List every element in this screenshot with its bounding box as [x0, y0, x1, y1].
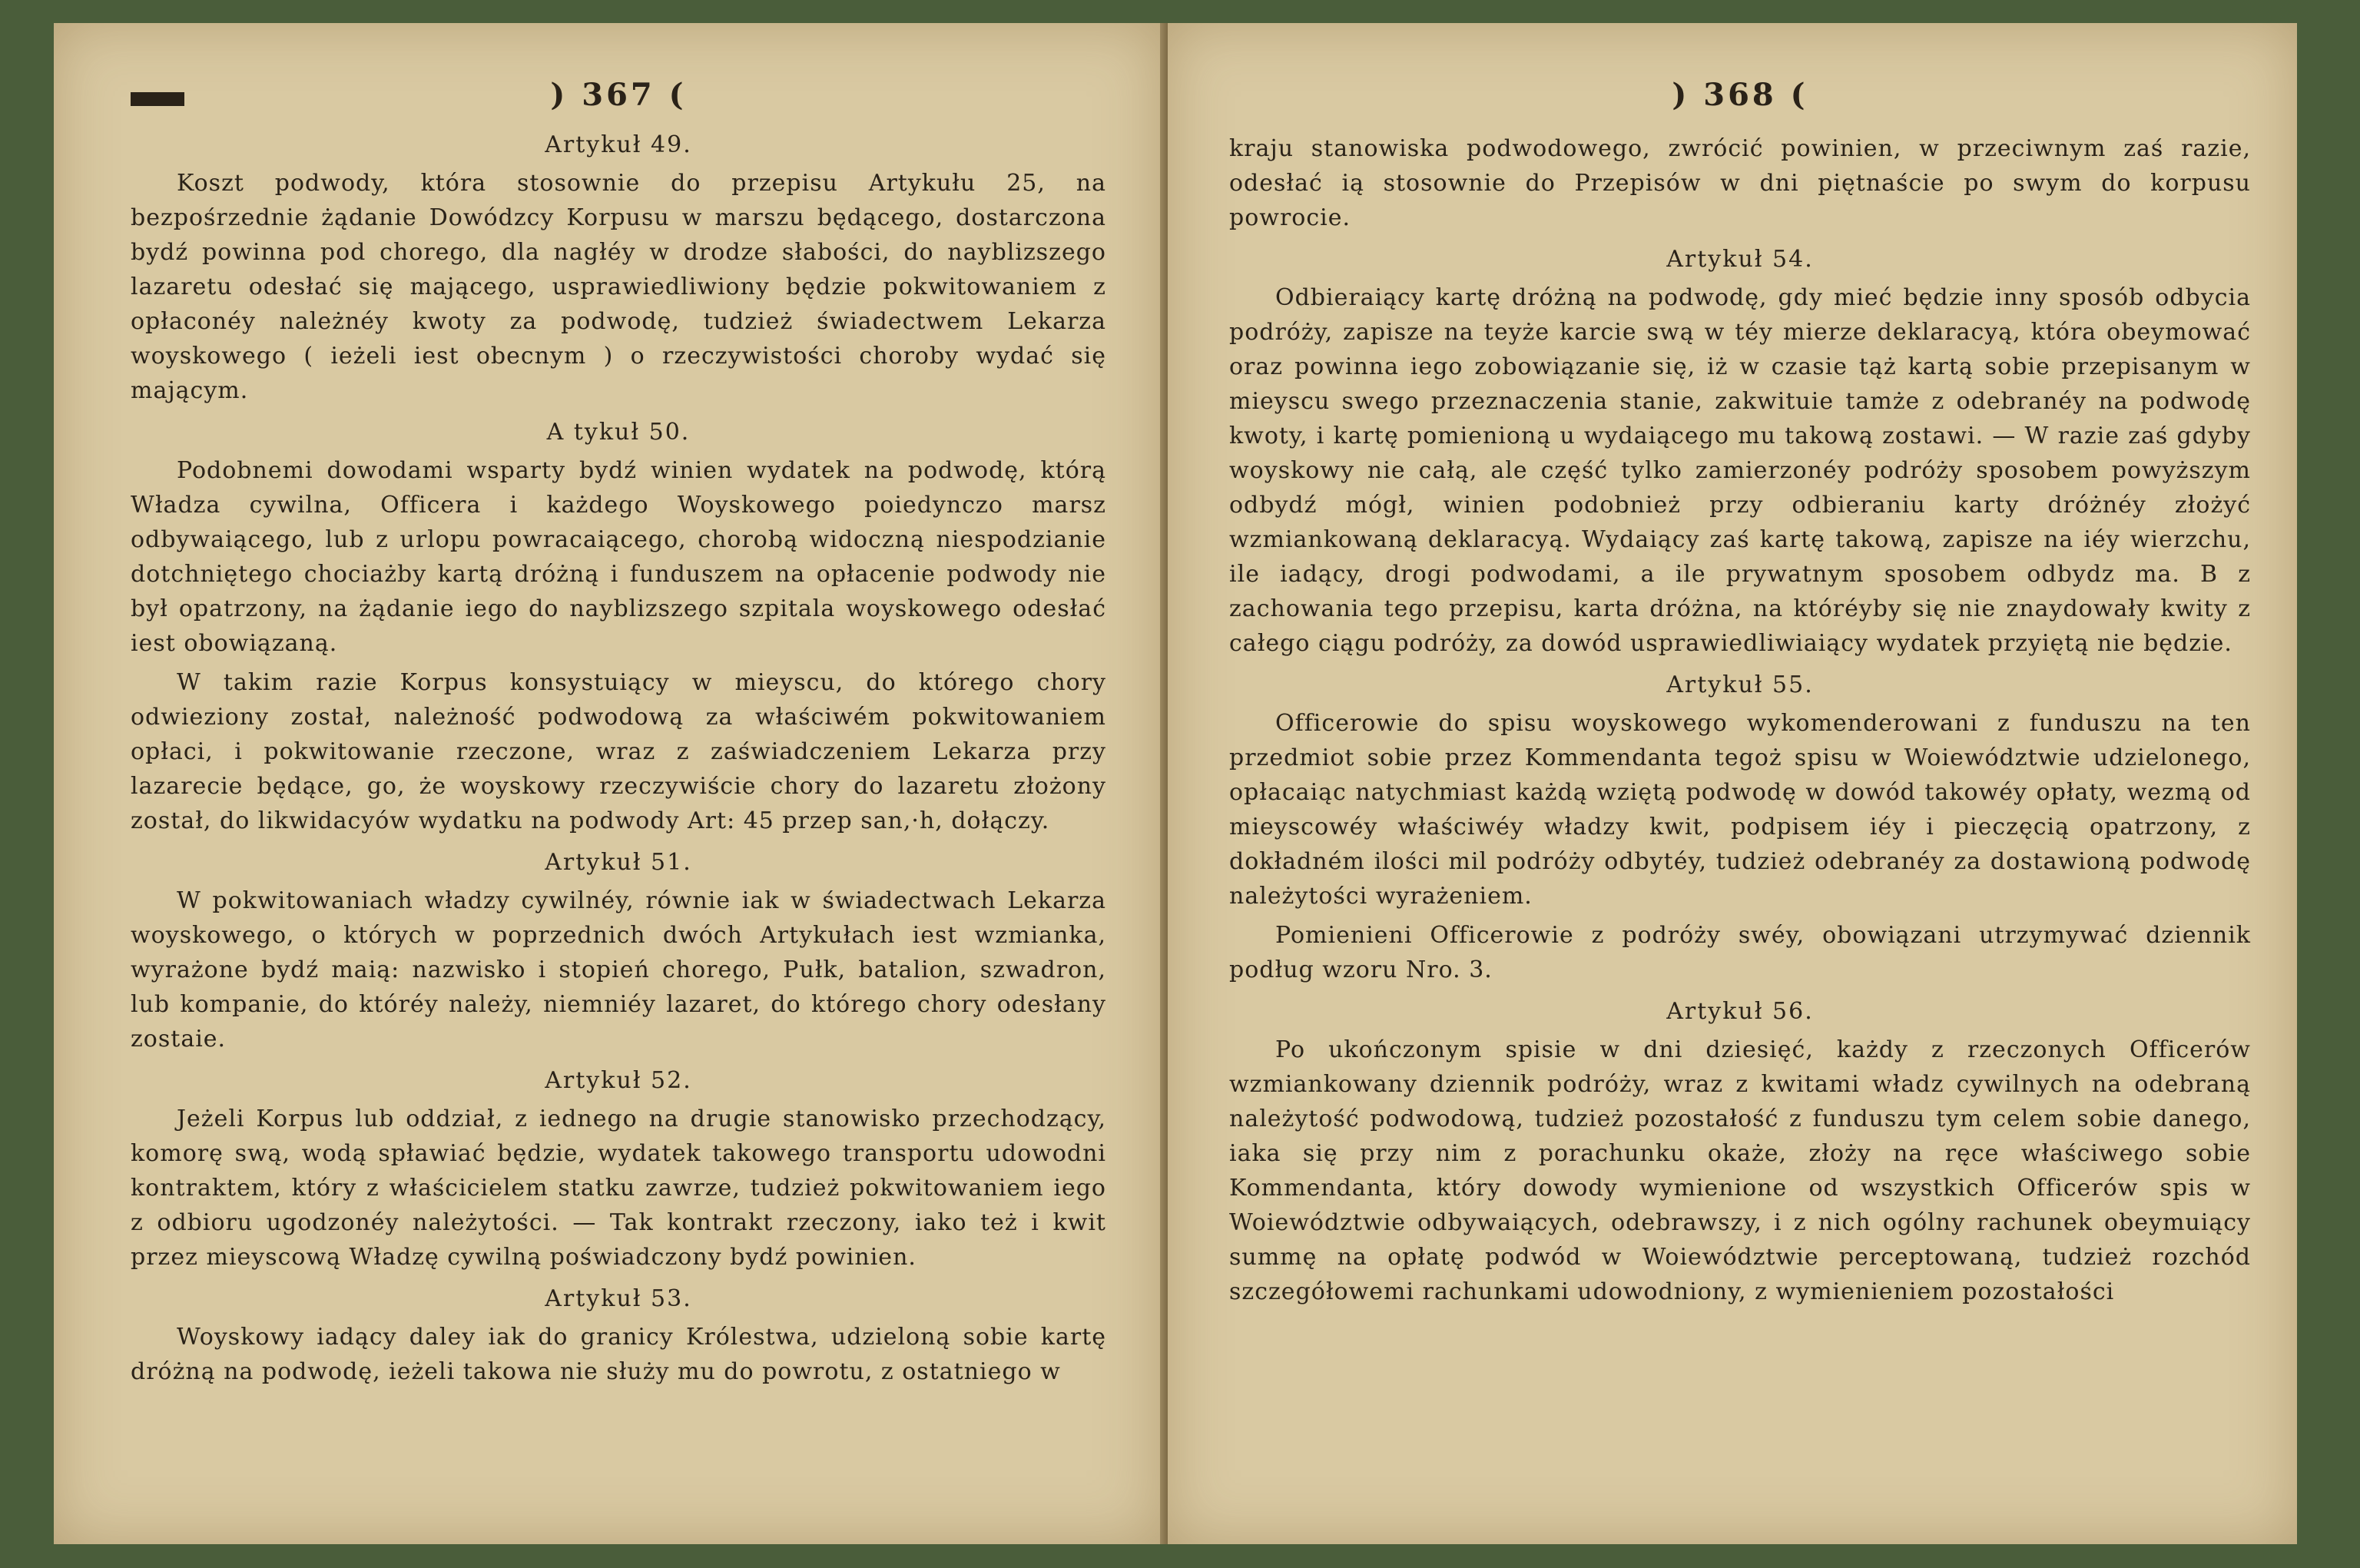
paragraph: Koszt podwody, która stosownie do przepisu Artykułu 25, na bezpośrzednie żądanie Dowódzcy Korpusu w marszu będącego, dostarczona bydź powinna pod chorego, dla nagłéy w drodze słabości, do nayblizszego lazaretu odesłać się mającego, usprawiedliwiony będzie pokwitowaniem z opłaconéy należnéy kwoty za podwodę, tudzież świadectwem Lekarza woyskowego ( ieżeli iest obecnym ) o rzeczywistości choroby wydać się mającym.: [131, 170, 1106, 404]
paragraph: Po ukończonym spisie w dni dziesięć, każdy z rzeczonych Officerów wzmiankowany dziennik podróży, wraz z kwitami władz cywilnych na odebraną należytość podwodową, tudzież pozostałość z funduszu tym celem sobie danego, iaka się przy nim z porachunku okaże, złoży na ręce właściwego sobie Kommendanta, który dowody wymienione od wszystkich Officerów spis w Woiewództwie odbywaiących, odebrawszy, i z nich ogólny rachunek obeymuiący summę na opłatę podwód w Woiewództwie perceptowaną, tudzież rozchód szczegółowemi rachunkami udowodniony, z wymienieniem pozostałości: [1229, 1036, 2251, 1305]
paragraph: Podobnemi dowodami wsparty bydź winien wydatek na podwodę, którą Władza cywilna, Officera i każdego Woyskowego poiedynczo marsz odbywaiącego, lub z urlopu powracaiącego, chorobą widoczną niespodzianie dotchniętego chociażby kartą dróżną i funduszem na opłacenie podwody nie był opatrzony, na żądanie iego do nayblizszego szpitala woyskowego odesłać iest obowiązaną.: [131, 457, 1106, 657]
paragraph: W takim razie Korpus konsystuiący w mieyscu, do którego chory odwieziony został, należność podwodową za właściwém pokwitowaniem opłaci, i pokwitowanie rzeczone, wraz z zaświadczeniem Lekarza przy lazarecie będące, go, że woyskowy rzeczywiście chory do lazaretu złożony został, do likwidacyów wydatku na podwody Art: 45 przep san,·h, dołączy.: [131, 669, 1106, 834]
left-page: [54, 23, 1160, 1544]
article-heading: Artykuł 55.: [1666, 671, 1814, 698]
page-number: ) 368 (: [1672, 77, 1808, 113]
right-page: [1168, 23, 2297, 1544]
article-heading: A tykuł 50.: [546, 419, 691, 446]
paragraph: Jeżeli Korpus lub oddział, z iednego na drugie stanowisko przechodzący, komorę swą, wodą spławiać będzie, wydatek takowego transportu udowodni kontraktem, który z właścicielem statku zawrze, tudzież pokwitowaniem iego z odbioru ugodzonéy należytości. — Tak kontrakt rzeczony, iako też i kwit przez mieyscową Władzę cywilną poświadczony bydź powinien.: [131, 1106, 1106, 1271]
left-page-text: [131, 131, 1106, 1389]
paragraph: Pomienieni Officerowie z podróży swéy, obowiązani utrzymywać dziennik podług wzoru Nro. 3.: [1229, 922, 2251, 983]
article-heading: Artykuł 49.: [545, 131, 692, 158]
ink-mark: [131, 92, 184, 106]
paragraph: Odbieraiący kartę dróżną na podwodę, gdy mieć będzie inny sposób odbycia podróży, zapisze na teyże karcie swą w téy mierze deklaracyą, która obeymować oraz powinna iego zobowiązanie się, iż w czasie tąż kartą sobie przepisanym w mieyscu swego przeznaczenia stanie, zakwituie tamże z odebranéy na podwodę kwoty, i kartę pomienioną u wydaiącego mu takową zostawi. — W razie zaś gdyby woyskowy nie całą, ale część tylko zamierzonéy podróży sposobem powyższym odbydź mógł, winien podobnież przy odbieraniu karty dróżnéy złożyć wzmiankowaną deklaracyą. Wydaiący zaś kartę takową, zapisze na iéy wierzchu, ile iadący, drogi podwodami, a ile prywatnym sposobem odbydz ma. B z zachowania tego przepisu, karta dróżna, na któréyby się nie znaydowały kwity z całego ciągu podróży, za dowód usprawiedliwiaiący wydatek przyiętą nie będzie.: [1229, 284, 2251, 657]
article-heading: Artykuł 52.: [545, 1067, 692, 1094]
paragraph: W pokwitowaniach władzy cywilnéy, równie iak w świadectwach Lekarza woyskowego, o których w poprzednich dwóch Artykułach iest wzmianka, wyrażone bydź maią: nazwisko i stopień chorego, Pułk, batalion, szwadron, lub kompanie, do któréy należy, niemniéy lazaret, do którego chory odesłany zostaie.: [131, 887, 1106, 1053]
right-page-text: [1229, 131, 2251, 1309]
article-heading: Artykuł 54.: [1666, 246, 1814, 273]
article-heading: Artykuł 56.: [1666, 998, 1814, 1025]
page-number: ) 367 (: [550, 77, 687, 113]
paragraph: kraju stanowiska podwodowego, zwrócić powinien, w przeciwnym zaś razie, odesłać ią stosownie do Przepisów w dni piętnaście po swym do korpusu powrocie.: [1229, 135, 2251, 231]
article-heading: Artykuł 53.: [545, 1285, 692, 1312]
paragraph: Officerowie do spisu woyskowego wykomenderowani z funduszu na ten przedmiot sobie przez Kommendanta tegoż spisu w Woiewództwie udzielonego, opłacaiąc natychmiast każdą wziętą podwodę w dowód takowéy opłaty, wezmą od mieyscowéy właściwéy władzy kwit, podpisem iéy i pieczęcią opatrzony, z dokładném ilości mil podróży odbytéy, tudzież odebranéy za dostawioną podwodę należytości wyrażeniem.: [1229, 710, 2251, 910]
article-heading: Artykuł 51.: [545, 849, 692, 876]
paragraph: Woyskowy iadący daley iak do granicy Królestwa, udzieloną sobie kartę dróżną na podwodę, ieżeli takowa nie służy mu do powrotu, z ostatniego w: [131, 1324, 1106, 1385]
